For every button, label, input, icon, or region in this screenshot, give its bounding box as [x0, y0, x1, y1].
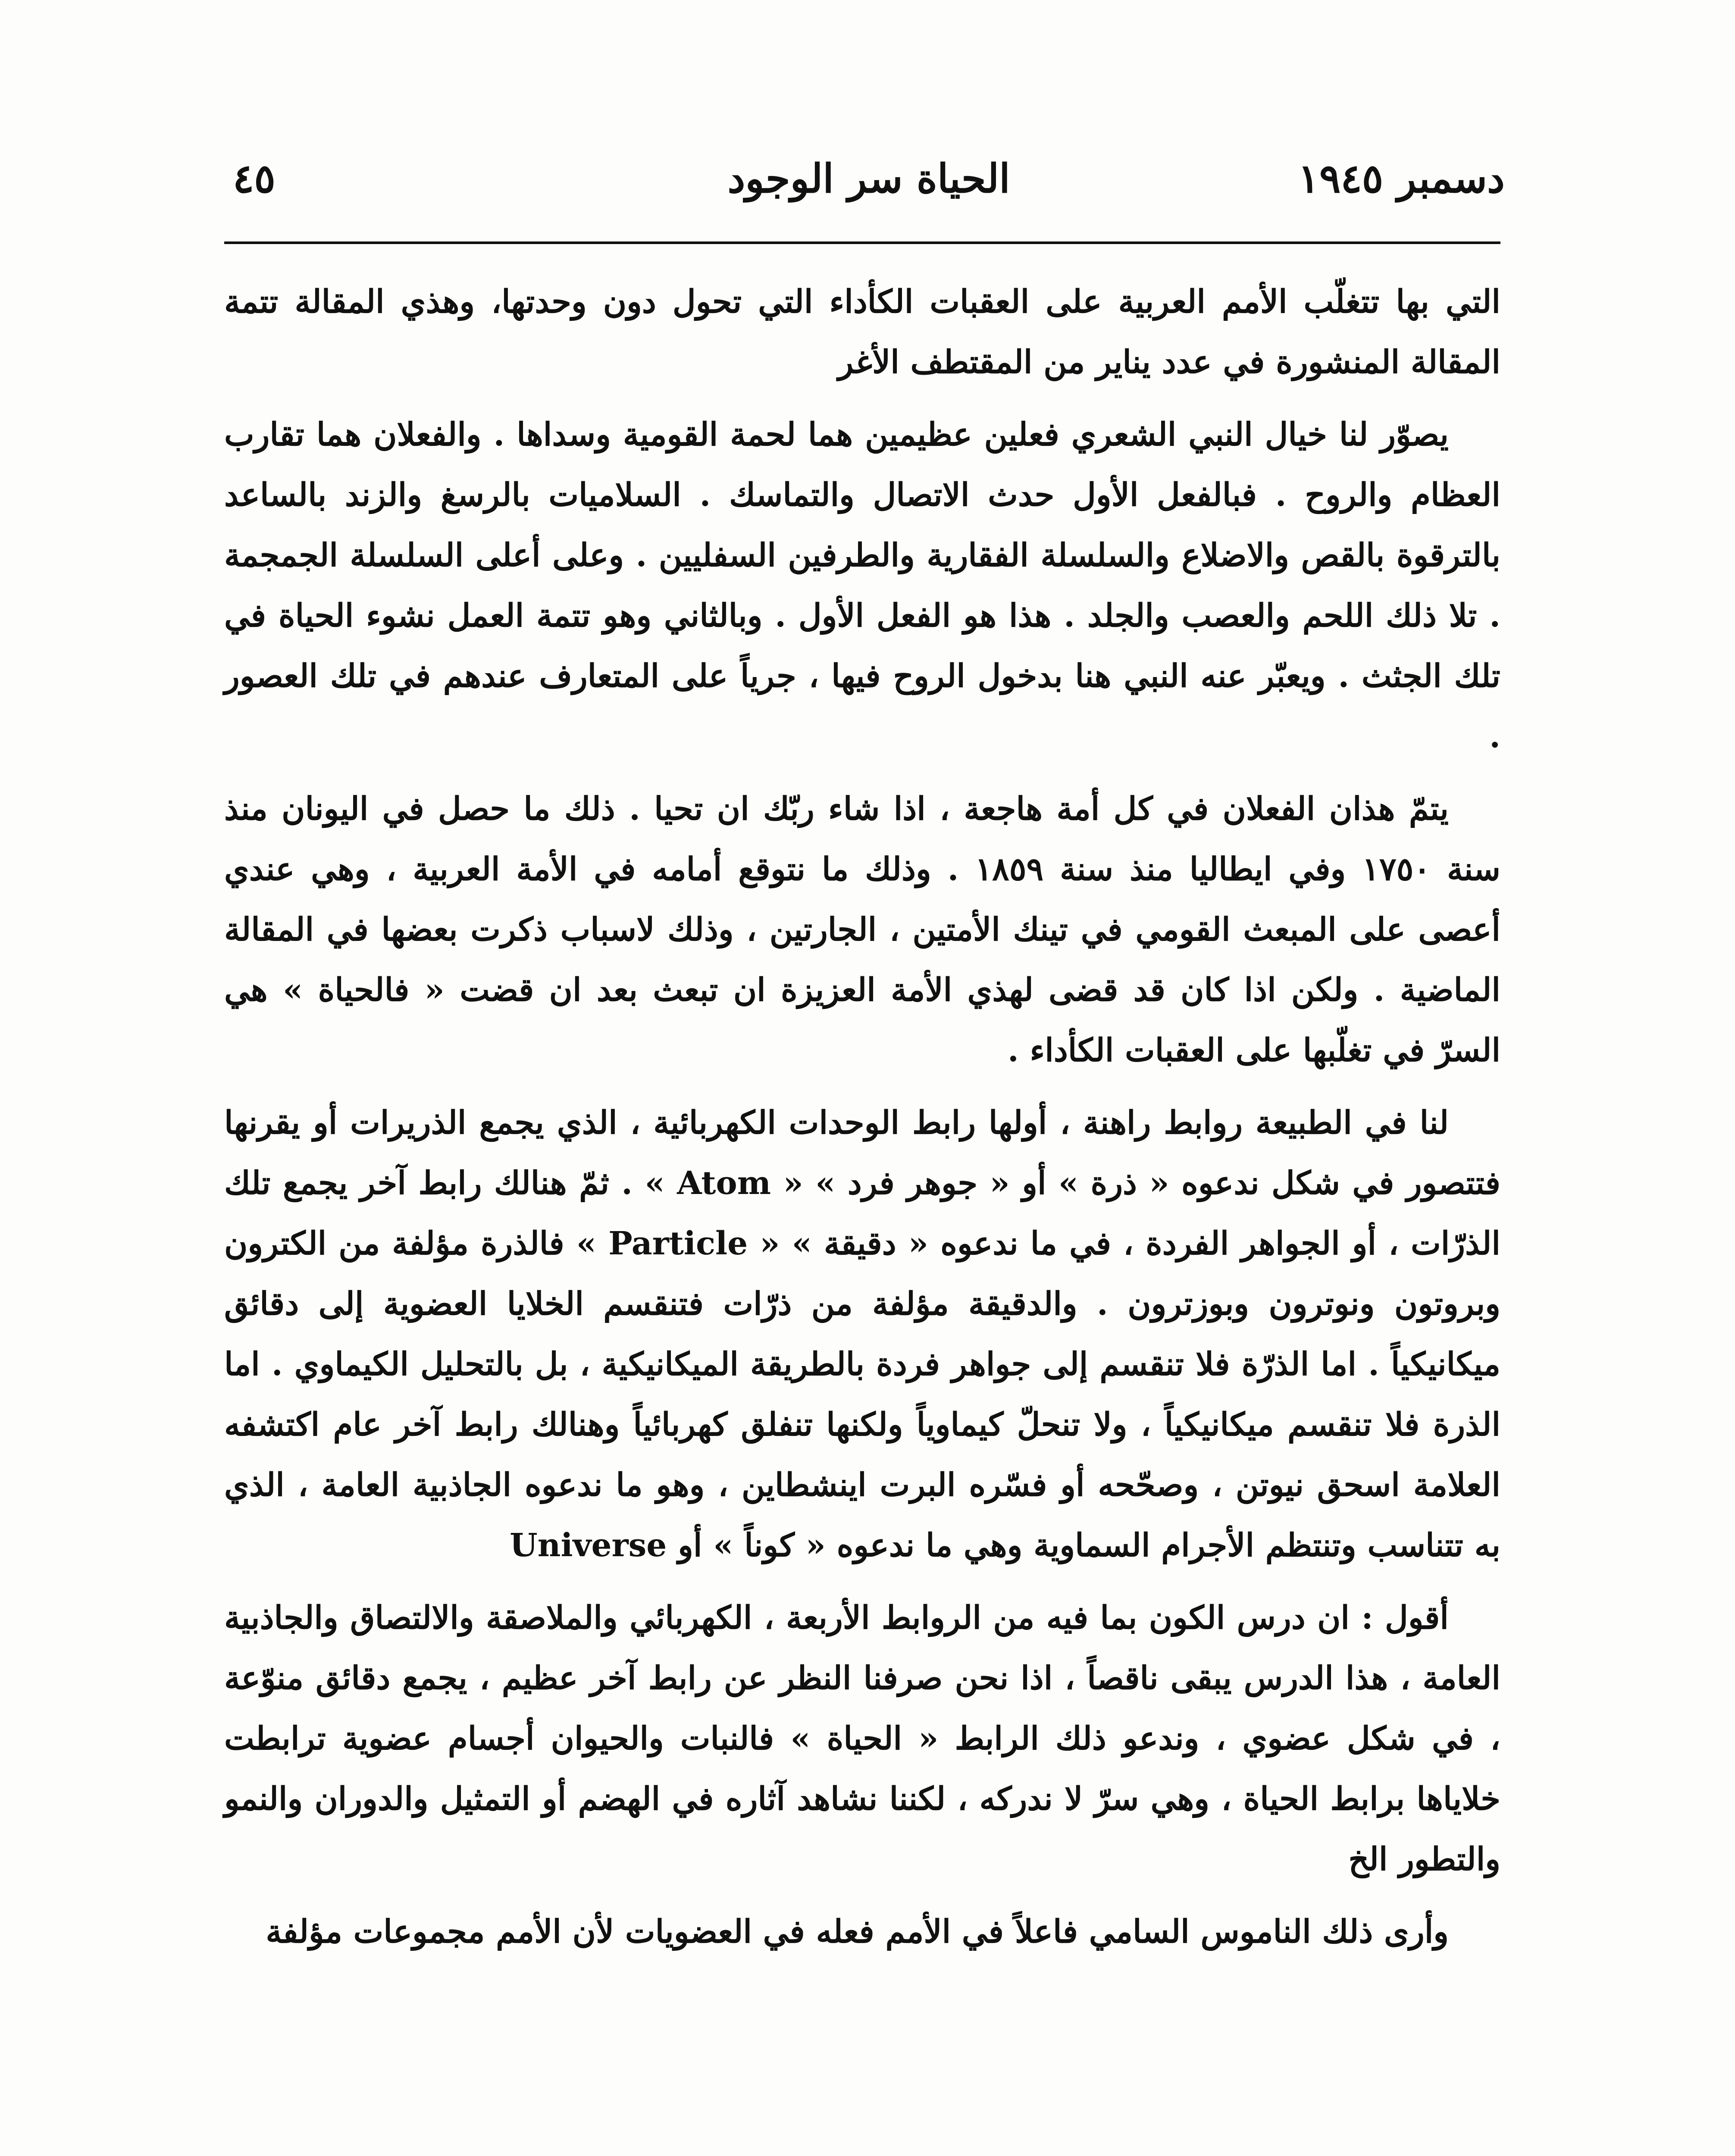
paragraph-2: يصوّر لنا خيال النبي الشعري فعلين عظيمين هما لحمة القومية وسداها . والفعلان هما تقارب العظام والروح . فبالفعل الأول حدث الاتصال والتماسك . السلاميات بالرسغ والزند بالساعد بالترقوة بالقص والاضلاع والسلسلة الفقارية والطرفين السفليين . وعلى أعلى السلسلة الجمجمة . تلا ذلك اللحم والعصب والجلد . هذا هو الفعل الأول . وبالثاني وهو تتمة العمل نشوء الحياة في تلك الجثث . ويعبّر عنه النبي هنا بدخول الروح فيها ، جرياً على المتعارف عندهم في تلك العصور . — [224, 416, 1500, 755]
paragraph-6: وأرى ذلك الناموس السامي فاعلاً في الأمم فعله في العضويات لأن الأمم مجموعات مؤلفة — [266, 1913, 1449, 1950]
header-rule — [224, 241, 1500, 244]
paragraph-3: يتمّ هذان الفعلان في كل أمة هاجعة ، اذا شاء ربّك ان تحيا . ذلك ما حصل في اليونان منذ سنة ١٧٥٠ وفي ايطاليا منذ سنة ١٨٥٩ . وذلك ما نتوقع أمامه في الأمة العربية ، وهي عندي أعصى على المبعث القومي في تينك الأمتين ، الجارتين ، وذلك لاسباب ذكرت بعضها في المقالة الماضية . ولكن اذا كان قد قضى لهذي الأمة العزيزة ان تبعث بعد ان قضت « فالحياة » هي السرّ في تغلّبها على العقبات الكأداء . — [224, 790, 1500, 1069]
paragraph-4: لنا في الطبيعة روابط راهنة ، أولها رابط الوحدات الكهربائية ، الذي يجمع الذريرات أو يقرنها فتتصور في شكل ندعوه « ذرة » أو « جوهر فرد » « Atom » . ثمّ هنالك رابط آخر يجمع تلك الذرّات ، أو الجواهر الفردة ، في ما ندعوه « دقيقة » « Particle » فالذرة مؤلفة من الكترون وبروتون ونوترون وبوزترون . والدقيقة مؤلفة من ذرّات فتنقسم الخلايا العضوية إلى دقائق ميكانيكياً . اما الذرّة فلا تنقسم إلى جواهر فردة بالطريقة الميكانيكية ، بل بالتحليل الكيماوي . اما الذرة فلا تنقسم ميكانيكياً ، ولا تنحلّ كيماوياً ولكنها تنفلق كهربائياً وهنالك رابط آخر عام اكتشفه العلامة اسحق نيوتن ، وصحّحه أو فسّره البرت اينشطاين ، وهو ما ندعوه الجاذبية العامة ، الذي به تتناسب وتنتظم الأجرام السماوية وهي ما ندعوه « كوناً » أو Universe — [224, 1104, 1500, 1564]
issue-date: دسمبر ١٩٤٥ — [1298, 155, 1505, 202]
article-body — [224, 272, 1500, 1974]
page-header — [233, 155, 1505, 220]
paragraph-5: أقول : ان درس الكون بما فيه من الروابط الأربعة ، الكهربائي والملاصقة والالتصاق والجاذبية العامة ، هذا الدرس يبقى ناقصاً ، اذا نحن صرفنا النظر عن رابط آخر عظيم ، يجمع دقائق منوّعة ، في شكل عضوي ، وندعو ذلك الرابط « الحياة » فالنبات والحيوان أجسام عضوية ترابطت خلاياها برابط الحياة ، وهي سرّ لا ندركه ، لكننا نشاهد آثاره في الهضم أو التمثيل والدوران والنمو والتطور الخ — [224, 1599, 1500, 1878]
page-number: ٤٥ — [233, 155, 276, 202]
running-title: الحياة سر الوجود — [727, 155, 1010, 202]
paragraph-1: التي بها تتغلّب الأمم العربية على العقبات الكأداء التي تحول دون وحدتها، وهذي المقالة تتمة المقالة المنشورة في عدد يناير من المقتطف الأغر — [224, 283, 1500, 381]
